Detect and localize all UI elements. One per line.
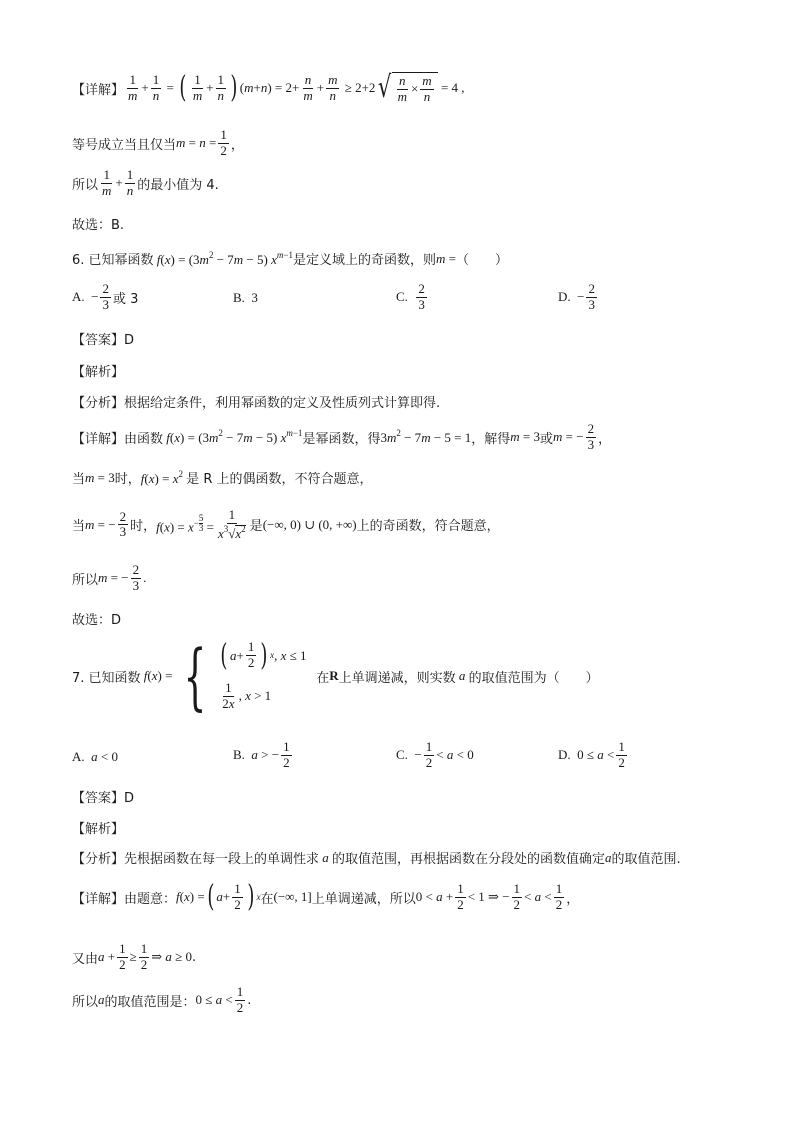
question-6-stem: 6. 已知幂函数 $f(x) = (3m^2 - 7m - 5)$ $x^{m-1}$ 是定义域上的奇函数，则 m = （ ）	[72, 249, 508, 268]
fraction: $\frac{1}{m}$	[192, 72, 203, 103]
fraction: $\frac{1}{m}$	[102, 167, 112, 198]
fraction: $\frac{1}{2}$	[555, 881, 563, 912]
q6-option-b[interactable]: B. 3	[233, 290, 258, 305]
q7-detail-2: 又由 a + $\frac{1}{2}$ ≥ $\frac{1}{2}$ ⇒ a ≥ 0 .	[72, 941, 197, 972]
piecewise-brace: {	[183, 634, 207, 718]
fraction: $\frac{m}{n}$	[328, 72, 338, 103]
fraction: $\frac{1}{2}$	[140, 941, 148, 972]
q7-option-b[interactable]: B. a > − $\frac{1}{2}$	[233, 739, 290, 770]
q6-detail-3: 当 m = − $\frac{2}{3}$ 时， $f(x) = x^{- \frac{5}{3}}$ = $\frac{1}{x^3√x^2}$ 是 (−∞, 0) ∪ (0, +∞) 上的奇函数，符合题意，	[72, 507, 500, 541]
fraction: $\frac{2}{3}$	[587, 421, 595, 452]
q7-fenxi: 【分析】 先根据函数在每一段上的单调性求 a 的取值范围，再根据函数在分段处的函数值确定 a 的取值范围.	[72, 849, 681, 867]
sqrt-expression: √ $\frac{n}{m}$ × $\frac{m}{n}$	[375, 72, 437, 105]
fraction: $\frac{1}{2}$	[618, 739, 625, 770]
q7-detail-1: 【详解】 由题意： f(x) = ( a+ $\frac{1}{2}$ ) x 在 (−∞, 1] 上单调递减，所以 0 < a + $\frac{1}{2}$ < 1 ⇒ − $\frac{1}{2}$ < a < $\frac{1}{2}$ ，	[72, 879, 580, 915]
q6-answer: 【答案】D	[72, 333, 135, 348]
fraction: $\frac{1}{n}$	[126, 167, 134, 198]
fraction: $\frac{2}{3}$	[418, 281, 425, 312]
q7-answer: 【答案】D	[72, 791, 135, 806]
q6-option-d[interactable]: D. − $\frac{2}{3}$	[558, 281, 595, 312]
detail-line-2: 等号成立当且仅当 m = n = $\frac{1}{2}$ ，	[72, 127, 244, 158]
fraction: $\frac{1}{2}$	[234, 881, 241, 912]
fraction: $\frac{1}{2}$	[425, 739, 433, 770]
fraction: $\frac{1}{2}$	[220, 127, 227, 158]
q7-detail-3: 所以 a 的取值范围是： 0 ≤ a < $\frac{1}{2}$ .	[72, 984, 252, 1015]
fraction: $\frac{2}{3}$	[132, 562, 140, 593]
fraction: $\frac{1}{2}$	[119, 941, 126, 972]
q6-detail-4: 所以 m = − $\frac{2}{3}$ .	[72, 562, 147, 593]
q7-option-c[interactable]: C. − $\frac{1}{2}$ < a < 0	[396, 739, 474, 770]
detail-line-3: 所以 $\frac{1}{m}$ + $\frac{1}{n}$ 的最小值为 4.	[72, 167, 219, 198]
choose-line: 故选：B.	[72, 218, 125, 233]
q6-jiexi: 【解析】	[72, 365, 125, 380]
fraction: $\frac{n}{m}$	[303, 72, 313, 103]
fraction: $\frac{1}{m}$	[128, 72, 138, 103]
piecewise-cases: ( a+ $\frac{1}{2}$ ) x , x ≤ 1 $\frac{1}{2x}$ , x > 1	[220, 637, 307, 711]
fraction: $\frac{1}{2}$	[236, 984, 244, 1015]
q6-fenxi: 【分析】 根据给定条件，利用幂函数的定义及性质列式计算即得.	[72, 396, 441, 411]
q6-detail-2: 当 m = 3 时， $f(x) = x^2$ 是 R 上的偶函数，不符合题意，	[72, 468, 373, 487]
fraction: $\frac{1}{2}$	[457, 881, 464, 912]
fraction: $\frac{2}{3}$	[102, 281, 109, 312]
q7-jiexi: 【解析】	[72, 822, 125, 837]
q7-option-d[interactable]: D. 0 ≤ a < $\frac{1}{2}$	[558, 739, 625, 770]
fraction: $\frac{1}{n}$	[217, 72, 225, 103]
q6-choose: 故选：D	[72, 613, 122, 628]
detail-tag: 【详解】	[72, 82, 125, 98]
fraction: $\frac{1}{n}$	[152, 72, 160, 103]
q7-option-a[interactable]: A. a < 0	[72, 749, 118, 764]
q6-option-a[interactable]: A. − $\frac{2}{3}$ 或 3	[72, 281, 139, 312]
q6-option-c[interactable]: C. $\frac{2}{3}$	[396, 281, 425, 312]
fraction: $\frac{1}{2}$	[283, 739, 290, 770]
question-7-stem: 7. 已知函数 f(x) = { ( a+ $\frac{1}{2}$ ) x , x ≤ 1 $\frac{1}{2x}$ , x > 1 在 R 上单调递减，则实数 a 的取值范围为（ ）	[72, 634, 599, 718]
q6-detail-1: 【详解】 由函数 $f(x) = (3m^2 - 7m - 5)$ $x^{m-1}$ 是幂函数，得 $3m^2 - 7m - 5 = 1$ ，解得 m = 3 或 m = − $\frac{2}{3}$ ，	[72, 421, 612, 452]
fraction: $\frac{2}{3}$	[119, 508, 127, 540]
fraction: $\frac{1}{2}$	[513, 881, 521, 912]
fraction: $\frac{2}{3}$	[588, 281, 595, 312]
detail-line-1: 【详解】 $\frac{1}{m}$ + $\frac{1}{n}$ = ( $\frac{1}{m}$ + $\frac{1}{n}$ ) (m+n) = 2+ $\frac{n}{m}$ + $\frac{m}{n}$ ≥ 2+2 √ $\frac{n}{m}$ × $\frac{m}{n}$ = 4 ,	[72, 70, 465, 106]
fraction: $\frac{1}{x^3√x^2}$	[217, 507, 246, 541]
